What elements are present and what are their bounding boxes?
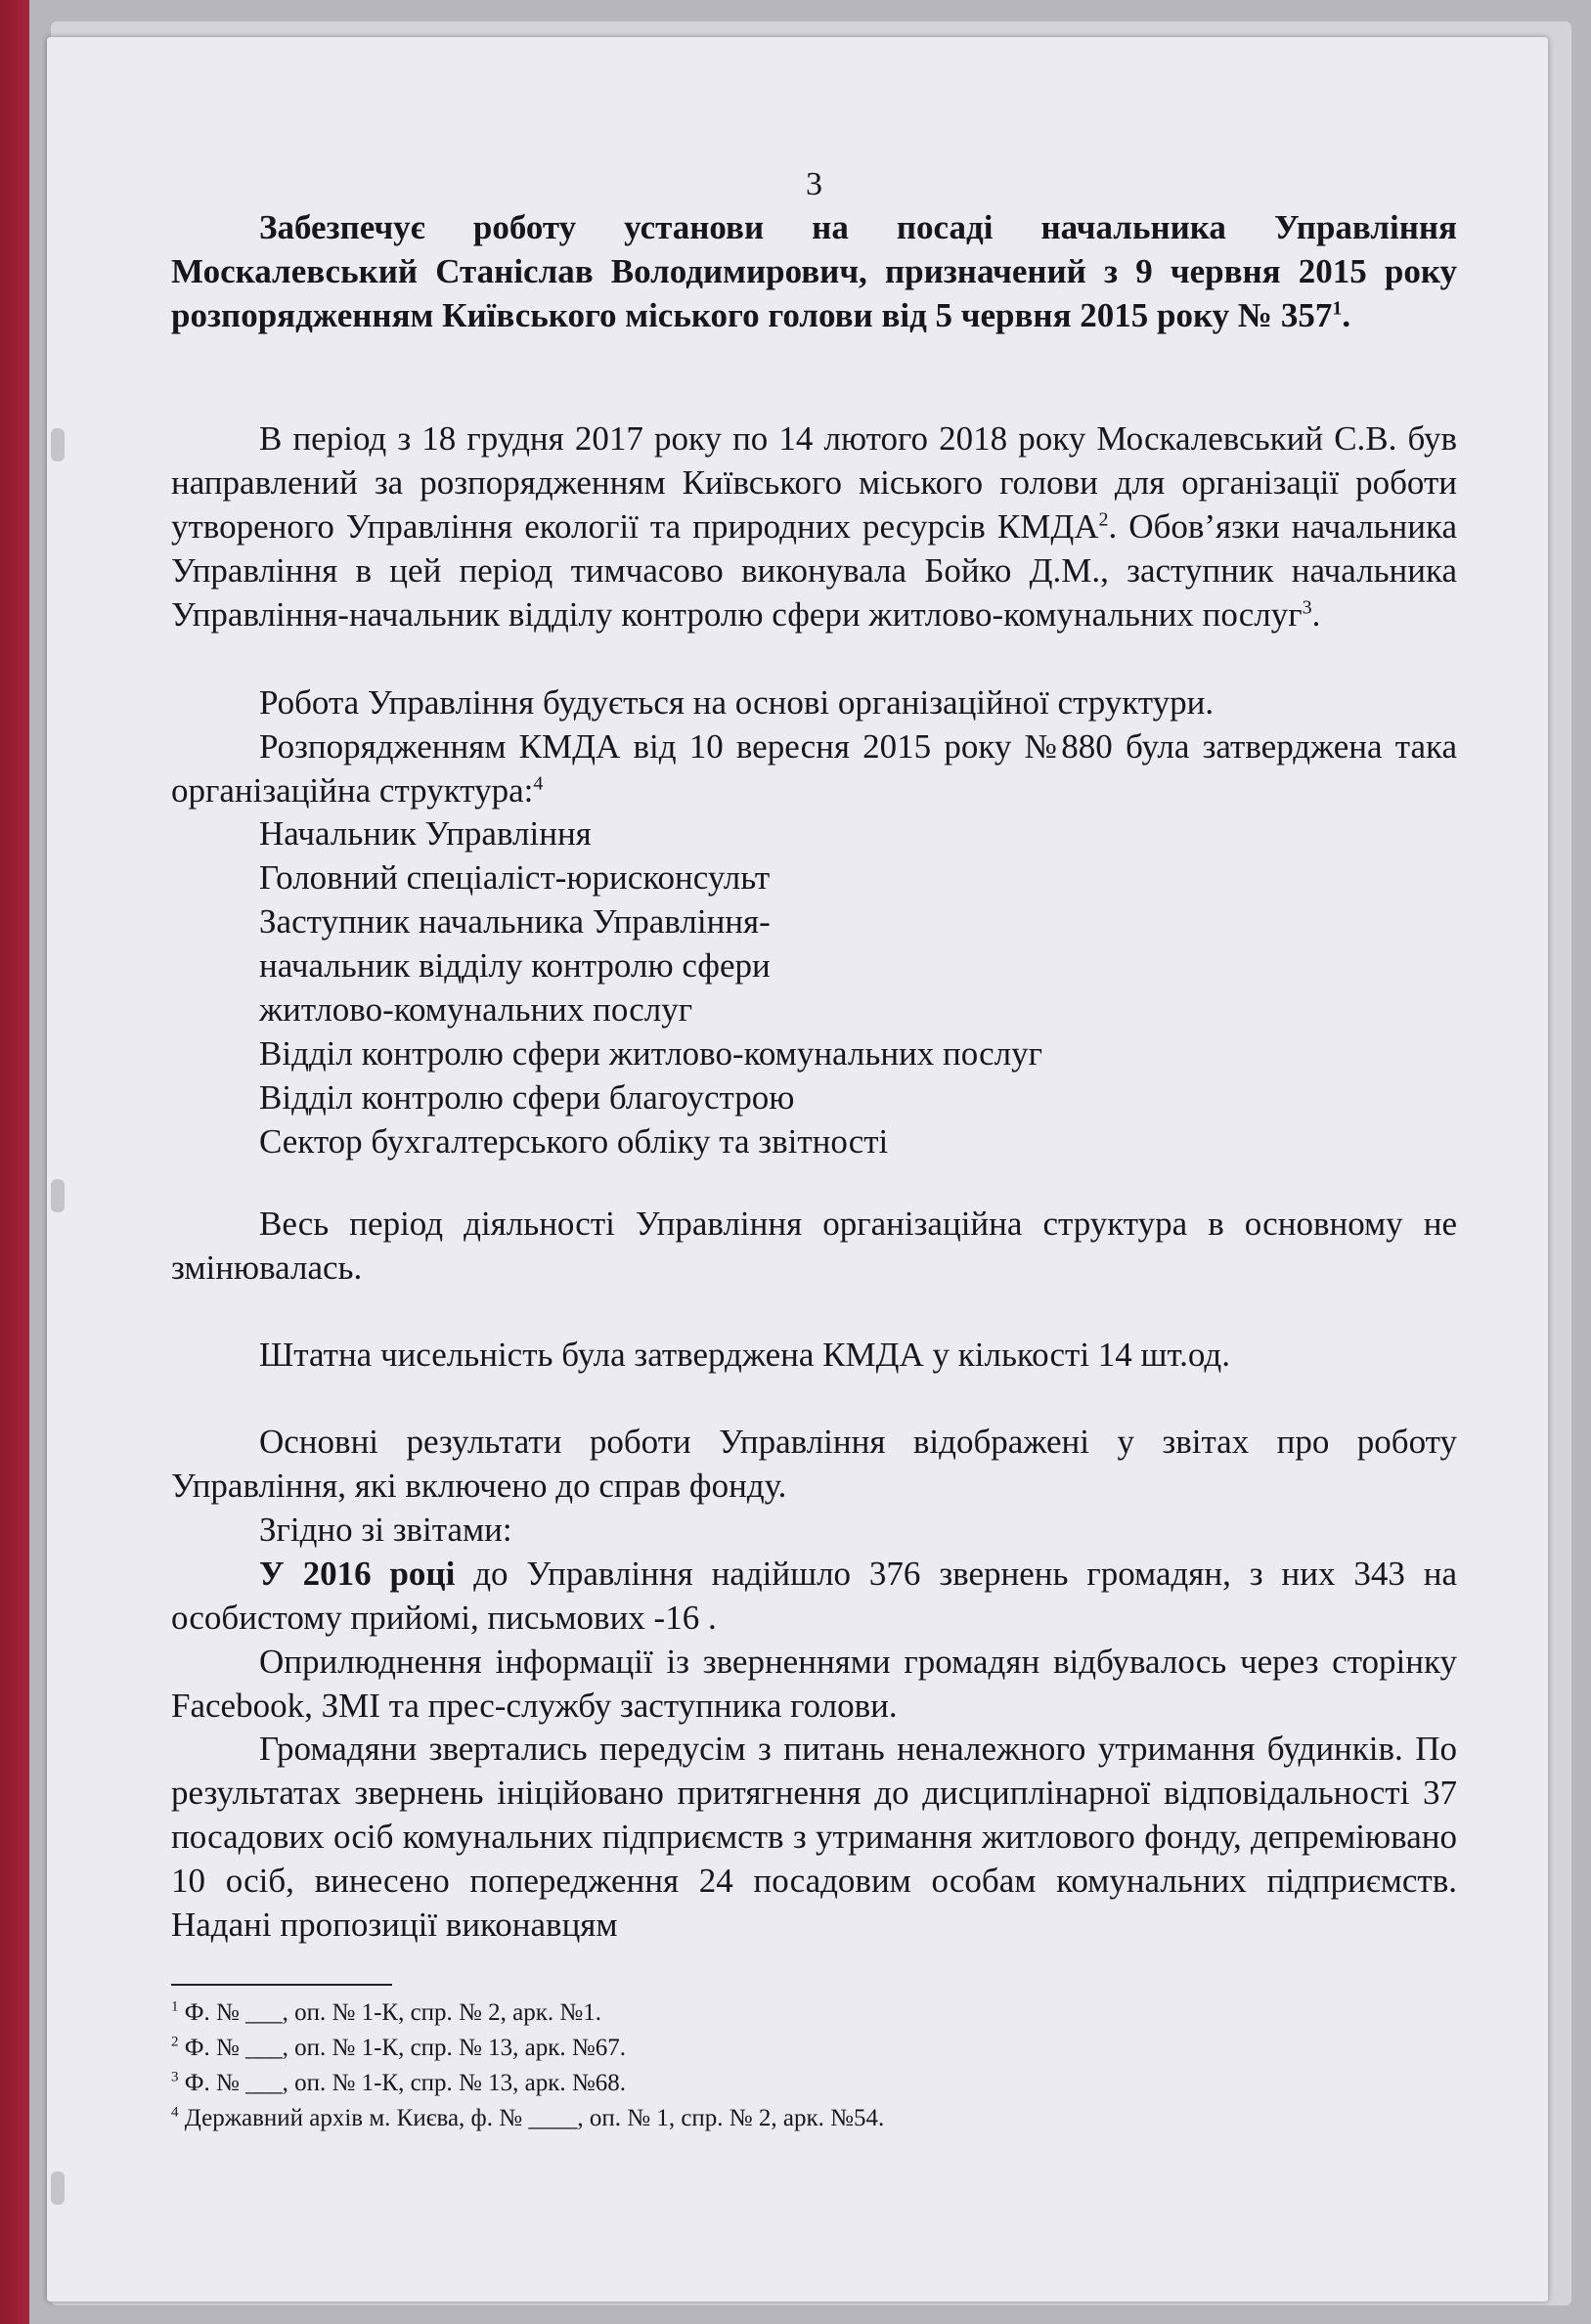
- punch-hole: [51, 1179, 65, 1212]
- footnote-ref: 3: [1302, 596, 1312, 619]
- footnote: $^4$ Державний архів м. Києва, ф. № ____, оп. № 1, спр. № 2, арк. №54.: [171, 2104, 885, 2131]
- punch-hole: [51, 428, 65, 461]
- paragraph-structure-intro: Робота Управління будується на основі організаційної структури.: [259, 683, 1215, 722]
- structure-list: [259, 811, 1433, 1163]
- structure-item: Відділ контролю сфери житлово-комунальних послуг: [259, 1034, 1042, 1073]
- paragraph-structure-unchanged: Весь період діяльності Управління організаційна структура в основному не змінювалась.: [171, 1205, 1457, 1287]
- paragraph-order: Розпорядженням КМДА від 10 вересня 2015 року №880 була затверджена така організаційна структура:$^4$: [171, 727, 1457, 810]
- paragraph-2016: У 2016 році до Управління надійшло 376 звернень громадян, з них 343 на особистому прийомі, письмових -16 .: [171, 1555, 1457, 1637]
- structure-item: житлово-комунальних послуг: [259, 990, 693, 1029]
- footnotes: [171, 1995, 1457, 2136]
- page-number: 3: [806, 166, 822, 202]
- paragraph-staff: Штатна чисельність була затверджена КМДА у кількості 14 шт.од.: [259, 1336, 1230, 1374]
- paragraph-period: В період з 18 грудня 2017 року по 14 лютого 2018 року Москалевський С.В. був направлений за розпорядженням Київського міського голови для організації роботи утвореного Управління екології та природних ресурсів КМДА$^2$. Обов’язки начальника Управління в цей період тимчасово виконувала Бойко Д.М., заступник начальника Управління-начальник відділу контролю сфери житлово-комунальних послуг$^3$.: [171, 419, 1457, 634]
- document-page: [47, 37, 1548, 2302]
- structure-item: начальник відділу контролю сфери: [259, 946, 771, 985]
- paragraph-reports: Згідно зі звітами:: [259, 1511, 512, 1549]
- footnote-ref: 1: [1332, 297, 1343, 320]
- structure-item: Головний спеціаліст-юрисконсульт: [259, 858, 771, 897]
- structure-item: Відділ контролю сфери благоустрою: [259, 1078, 795, 1117]
- footnote: $^1$ Ф. № ___, оп. № 1-К, спр. № 2, арк. №1.: [171, 1998, 602, 2026]
- punch-hole: [51, 2171, 65, 2205]
- footnote: $^2$ Ф. № ___, оп. № 1-К, спр. № 13, арк. №67.: [171, 2034, 627, 2061]
- binder-edge: [0, 0, 29, 2324]
- paragraph-results: Основні результати роботи Управління відображені у звітах про роботу Управління, які включено до справ фонду.: [171, 1423, 1457, 1505]
- footnote-ref: 4: [533, 772, 544, 795]
- footnote-ref: 2: [1098, 508, 1109, 531]
- footnote: $^3$ Ф. № ___, оп. № 1-К, спр. № 13, арк. №68.: [171, 2069, 627, 2096]
- structure-item: Начальник Управління: [259, 814, 592, 853]
- structure-item: Сектор бухгалтерського обліку та звітності: [259, 1122, 889, 1161]
- structure-item: Заступник начальника Управління-: [259, 902, 771, 941]
- paragraph-publicity: Оприлюднення інформації із зверненнями громадян відбувалось через сторінку Facebook, ЗМІ та прес-службу заступника голови.: [171, 1643, 1457, 1725]
- paragraph-appeals: Громадяни звертались передусім з питань неналежного утримання будинків. По результатах звернень ініційовано притягнення до дисциплінарної відповідальності 37 посадових осіб комунальних підприємств з утримання житлового фонду, депреміювано 10 осіб, винесено попередження 24 посадовим особам комунальних підприємств. Надані пропозиції виконавцям: [171, 1730, 1457, 1944]
- paragraph-director: Забезпечує роботу установи на посаді начальника Управління Москалевський Станіслав Володимирович, призначений з 9 червня 2015 року розпорядженням Київського міського голови від 5 червня 2015 року № $357^1$.: [171, 208, 1457, 334]
- footnote-separator: [171, 1984, 392, 1986]
